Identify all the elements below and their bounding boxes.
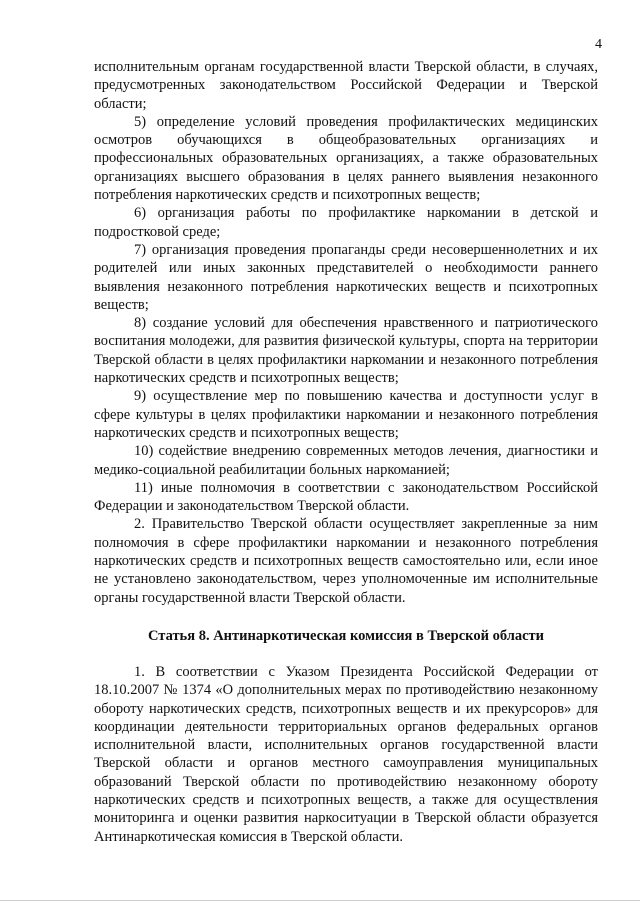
document-body: [94, 58, 598, 846]
paragraph-clause-2: 2. Правительство Тверской области осуществляет закрепленные за ним полномочия в сфере профилактики наркомании и незаконного потребления наркотических средств и психотропных веществ самостоятельно или, если иное не установлено законодательством, через уполномоченные им исполнительные органы государственной власти Тверской области.: [94, 516, 598, 606]
paragraph-item-8: 8) создание условий для обеспечения нравственного и патриотического воспитания молодежи, для развития физической культуры, спорта на территории Тверской области в целях профилактики наркомании и незаконного потребления наркотических средств и психотропных веществ;: [94, 315, 598, 387]
scan-edge-line: [0, 900, 640, 901]
page-number: 4: [595, 37, 602, 52]
paragraph-item-9: 9) осуществление мер по повышению качества и доступности услуг в сфере культуры в целях профилактики наркомании и незаконного потребления наркотических средств и психотропных веществ;: [94, 388, 598, 441]
paragraph-continuation: исполнительным органам государственной власти Тверской области, в случаях, предусмотренных законодательством Российской Федерации и Тверской области;: [94, 59, 598, 112]
spacer: [94, 645, 598, 663]
article-paragraph-1: 1. В соответствии с Указом Президента Российской Федерации от 18.10.2007 № 1374 «О дополнительных мерах по противодействию незаконному обороту наркотических средств, психотропных веществ и их прекурсоров» для координации деятельности территориальных органов федеральных органов исполнительной власти, исполнительных органов государственной власти Тверской области и органов местного самоуправления муниципальных образований Тверской области по противодействию незаконному обороту наркотических средств и психотропных веществ, а также для осуществления мониторинга и оценки развития наркоситуации в Тверской области образуется Антинаркотическая комиссия в Тверской области.: [94, 663, 598, 845]
paragraph-item-10: 10) содействие внедрению современных методов лечения, диагностики и медико-социальной реабилитации больных наркоманией;: [94, 443, 598, 478]
paragraph-item-5: 5) определение условий проведения профилактических медицинских осмотров обучающихся в общеобразовательных организациях и профессиональных образовательных организациях, а также образовательных организациях высшего образования в целях раннего выявления незаконного потребления наркотических средств и психотропных веществ;: [94, 113, 598, 204]
paragraph-item-6: 6) организация работы по профилактике наркомании в детской и подростковой среде;: [94, 205, 598, 240]
article-heading: Статья 8. Антинаркотическая комиссия в Тверской области: [147, 627, 545, 644]
paragraph-item-7: 7) организация проведения пропаганды среди несовершеннолетних и их родителей или иных законных представителей о необходимости раннего выявления незаконного потребления наркотических веществ и психотропных веществ;: [94, 241, 598, 313]
paragraph-item-11: 11) иные полномочия в соответствии с законодательством Российской Федерации и законодательством Тверской области.: [94, 479, 598, 515]
